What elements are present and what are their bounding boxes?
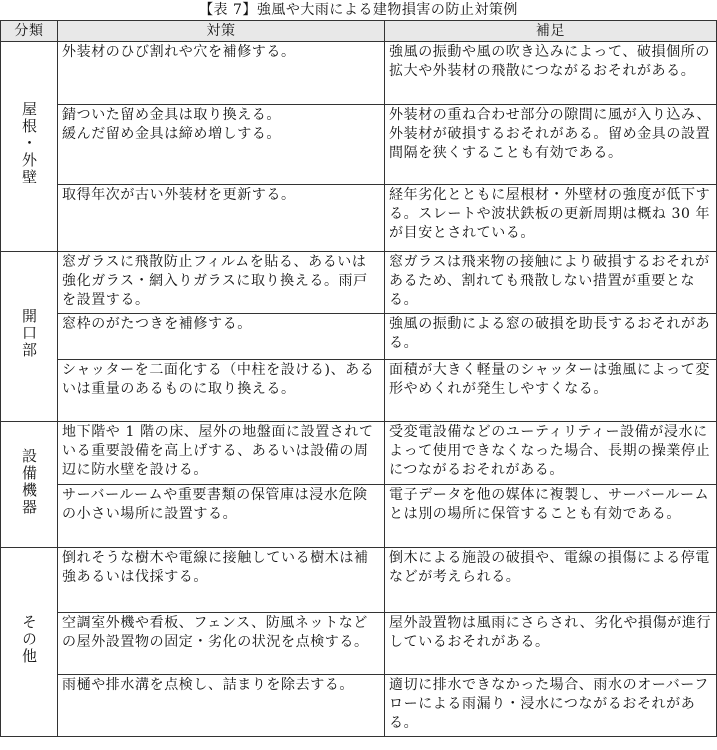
note-cell: 面積が大きく軽量のシャッターは強風によって変形やめくれが発生しやすくなる。: [385, 360, 717, 422]
table-row: [1, 314, 717, 360]
note-cell: 窓ガラスは飛来物の接触により破損するおそれがあるため、割れても飛散しない措置が重要となる。: [385, 252, 717, 314]
header-note: 補足: [385, 21, 717, 42]
note-cell: 外装材の重ね合わせ部分の隙間に風が入り込み、外装材が破損するおそれがある。留め金具の設置間隔を狭くすることも有効である。: [385, 105, 717, 185]
action-cell: 外装材のひび割れや穴を補修する。: [58, 42, 385, 105]
action-cell: 空調室外機や看板、フェンス、防風ネットなどの屋外設置物の固定・劣化の状況を点検する。: [58, 613, 385, 675]
table-row: [1, 360, 717, 422]
category-label: 開口部: [20, 308, 38, 359]
note-cell: 電子データを他の媒体に複製し、サーバールームとは別の場所に保管することも有効である。: [385, 485, 717, 548]
table-row: [1, 185, 717, 252]
header-row: [1, 21, 717, 42]
category-cell-roof-wall: [1, 42, 58, 252]
note-cell: 強風の振動や風の吹き込みによって、破損個所の拡大や外装材の飛散につながるおそれがある。: [385, 42, 717, 105]
action-cell: サーバールームや重要書類の保管庫は浸水危険の小さい場所に設置する。: [58, 485, 385, 548]
note-cell: 適切に排水できなかった場合、雨水のオーバーフローによる雨漏り・浸水につながるおそれがある。: [385, 675, 717, 737]
action-cell: 窓枠のがたつきを補修する。: [58, 314, 385, 360]
table-row: [1, 613, 717, 675]
action-cell: 雨樋や排水溝を点検し、詰まりを除去する。: [58, 675, 385, 737]
note-cell: 受変電設備などのユーティリティー設備が浸水によって使用できなくなった場合、長期の操業停止につながるおそれがある。: [385, 422, 717, 485]
table-title: 【表 7】強風や大雨による建物損害の防止対策例: [199, 2, 518, 18]
category-label: 屋根・外壁: [20, 101, 38, 186]
action-cell: 錆ついた留め金具は取り換える。 緩んだ留め金具は締め増しする。: [58, 105, 385, 185]
table-row: [1, 422, 717, 485]
note-cell: 強風の振動による窓の破損を助長するおそれがある。: [385, 314, 717, 360]
category-cell-openings: [1, 252, 58, 422]
table-row: [1, 105, 717, 185]
category-cell-equipment: [1, 422, 58, 548]
table-row: [1, 548, 717, 613]
note-cell: 経年劣化とともに屋根材・外壁材の強度が低下する。スレートや波状鉄板の更新周期は概ね 30 年が目安とされている。: [385, 185, 717, 252]
note-cell: 屋外設置物は風雨にさらされ、劣化や損傷が進行しているおそれがある。: [385, 613, 717, 675]
category-label: その他: [20, 613, 38, 665]
action-cell: 取得年次が古い外装材を更新する。: [58, 185, 385, 252]
category-cell-others: [1, 548, 58, 737]
countermeasures-table: [0, 20, 717, 737]
header-category: 分類: [1, 21, 58, 42]
table-row: [1, 252, 717, 314]
header-action: 対策: [58, 21, 385, 42]
table-row: [1, 42, 717, 105]
table-row: [1, 485, 717, 548]
action-cell: 地下階や 1 階の床、屋外の地盤面に設置されている重要設備を高上げする、あるいは設備の周辺に防水壁を設ける。: [58, 422, 385, 485]
note-cell: 倒木による施設の破損や、電線の損傷による停電などが考えられる。: [385, 548, 717, 613]
action-cell: 倒れそうな樹木や電線に接触している樹木は補強あるいは伐採する。: [58, 548, 385, 613]
category-label: 設備機器: [20, 447, 38, 516]
action-cell: 窓ガラスに飛散防止フィルムを貼る、あるいは強化ガラス・網入りガラスに取り換える。雨戸を設置する。: [58, 252, 385, 314]
table-row: [1, 675, 717, 737]
action-cell: シャッターを二面化する（中柱を設ける)、あるいは重量のあるものに取り換える。: [58, 360, 385, 422]
